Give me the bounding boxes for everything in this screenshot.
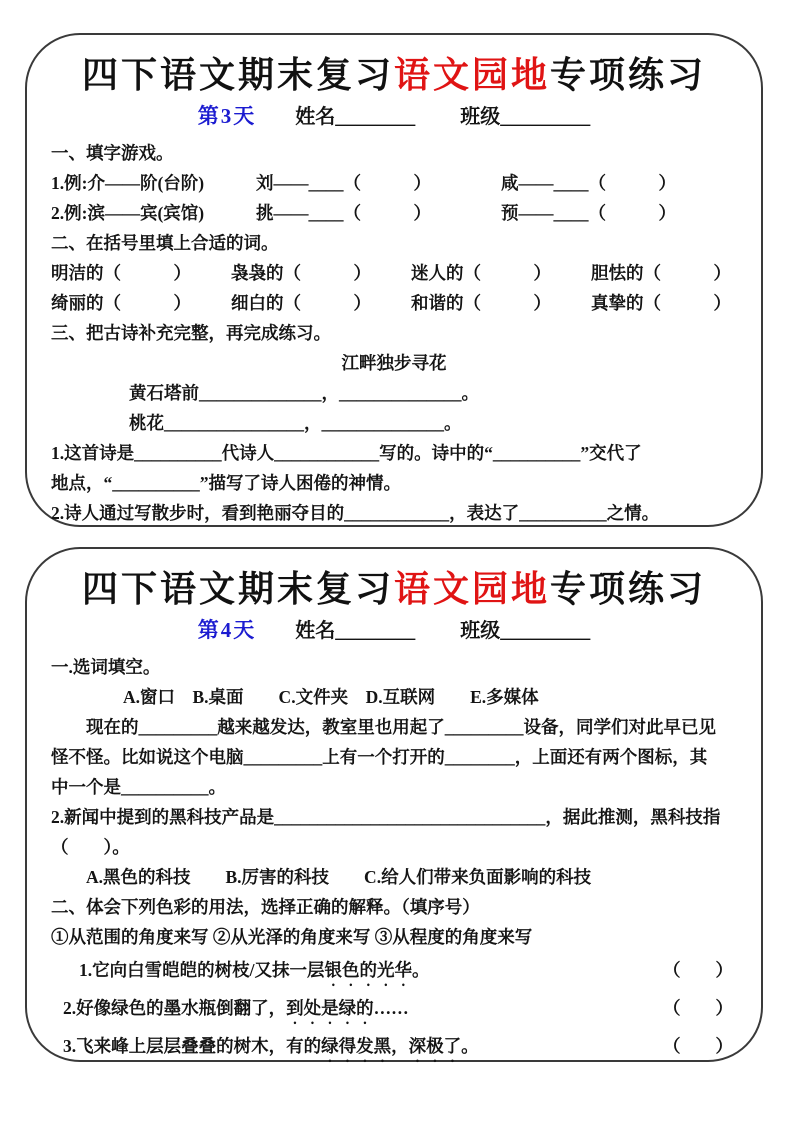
- question-line: 2.新闻中提到的黑科技产品是_______________________________，据此推测，黑科技指: [51, 807, 721, 827]
- class-blank: 班级_________: [460, 106, 591, 128]
- emphasized-text: 到处是绿的: [286, 998, 374, 1018]
- cloze-paragraph-line: 现在的_________越来越发达，教室里也用起了_________设备，同学们对此早已见: [86, 717, 716, 737]
- sentence-item: [51, 1028, 737, 1066]
- question-line: 2.诗人通过写散步时，看到艳丽夺目的____________，表达了__________之情。: [51, 503, 660, 523]
- word-blank: 绮丽的（ ）: [51, 293, 191, 313]
- word-blank: 袅袅的（ ）: [231, 263, 371, 283]
- name-blank: 姓名________: [295, 620, 416, 642]
- question-line: 地点，“__________”描写了诗人困倦的神情。: [51, 473, 401, 493]
- day-label: 第4天: [197, 618, 257, 642]
- title-prefix: 四下语文期末复习: [81, 569, 394, 609]
- sentence-item: [51, 990, 737, 1028]
- word-blank: 胆怯的（ ）: [591, 263, 731, 283]
- cloze-paragraph-line: 中一个是__________。: [51, 777, 226, 797]
- legend-line: ①从范围的角度来写 ②从光泽的角度来写 ③从程度的角度来写: [51, 927, 533, 947]
- section2-heading: 二、体会下列色彩的用法，选择正确的解释。（填序号）: [51, 897, 480, 917]
- option-list: A.窗口 B.桌面 C.文件夹 D.互联网 E.多媒体: [123, 687, 539, 707]
- title-highlight: 语文园地: [393, 55, 550, 95]
- class-blank: 班级_________: [460, 620, 591, 642]
- title-suffix: 专项练习: [550, 55, 707, 95]
- worksheet-day4: [25, 547, 763, 1062]
- answer-bracket: （ ）: [663, 960, 733, 980]
- title-highlight: 语文园地: [393, 569, 550, 609]
- day-label: 第3天: [197, 104, 257, 128]
- poem-title: 江畔独步寻花: [341, 353, 447, 373]
- section1-heading: 一.选词填空。: [51, 657, 161, 677]
- answer-bracket: （ ）: [663, 1036, 733, 1056]
- fill-game-row: [51, 168, 737, 198]
- poem-line: 黄石塔前______________，______________。: [129, 383, 479, 403]
- word-row: [51, 258, 737, 288]
- fill-game-blank: 刘——____（ ）: [256, 173, 431, 193]
- sentence-item: [51, 952, 737, 990]
- emphasized-text: 银色的光华: [324, 960, 412, 980]
- sentence-text: 2.好像绿色的墨水瓶倒翻了，到处是绿的……: [63, 998, 409, 1018]
- option-list: A.黑色的科技 B.厉害的科技 C.给人们带来负面影响的科技: [86, 867, 592, 887]
- fill-game-example: 1.例:介——阶(台阶): [51, 173, 205, 193]
- word-blank: 明洁的（ ）: [51, 263, 191, 283]
- word-blank: 和谐的（ ）: [411, 293, 551, 313]
- title-suffix: 专项练习: [550, 569, 707, 609]
- word-blank: 迷人的（ ）: [411, 263, 551, 283]
- sheet-title: [51, 561, 737, 612]
- poem-line: 桃花________________，______________。: [129, 413, 462, 433]
- answer-bracket: （ ）: [663, 998, 733, 1018]
- section1-heading: 一、填字游戏。: [51, 143, 174, 163]
- title-prefix: 四下语文期末复习: [81, 55, 394, 95]
- question-line: 1.这首诗是__________代诗人____________写的。诗中的“__________”交代了: [51, 443, 642, 463]
- section2-heading: 二、在括号里填上合适的词。: [51, 233, 279, 253]
- word-blank: 细白的（ ）: [231, 293, 371, 313]
- fill-game-blank: 预——____（ ）: [501, 203, 676, 223]
- sheet-subheader: [51, 614, 737, 644]
- fill-game-blank: 咸——____（ ）: [501, 173, 676, 193]
- sheet-title: [51, 47, 737, 98]
- word-blank: 真挚的（ ）: [591, 293, 731, 313]
- section3-heading: 三、把古诗补充完整，再完成练习。: [51, 323, 331, 343]
- sentence-text: 3.飞来峰上层层叠叠的树木，有的绿得发黑，深极了。: [63, 1036, 479, 1056]
- cloze-paragraph-line: 怪不怪。比如说这个电脑_________上有一个打开的________，上面还有两个图标，其: [51, 747, 708, 767]
- name-blank: 姓名________: [295, 106, 416, 128]
- worksheet-day3: [25, 33, 763, 527]
- fill-game-row: [51, 198, 737, 228]
- question-line: （ ）。: [51, 837, 130, 857]
- emphasized-text: 绿得发黑，深极了: [321, 1036, 462, 1056]
- sentence-text: 1.它向白雪皑皑的树枝/又抹一层银色的光华。: [79, 960, 430, 980]
- word-row: [51, 288, 737, 318]
- fill-game-example: 2.例:滨——宾(宾馆): [51, 203, 205, 223]
- fill-game-blank: 挑——____（ ）: [256, 203, 431, 223]
- sheet-subheader: [51, 100, 737, 130]
